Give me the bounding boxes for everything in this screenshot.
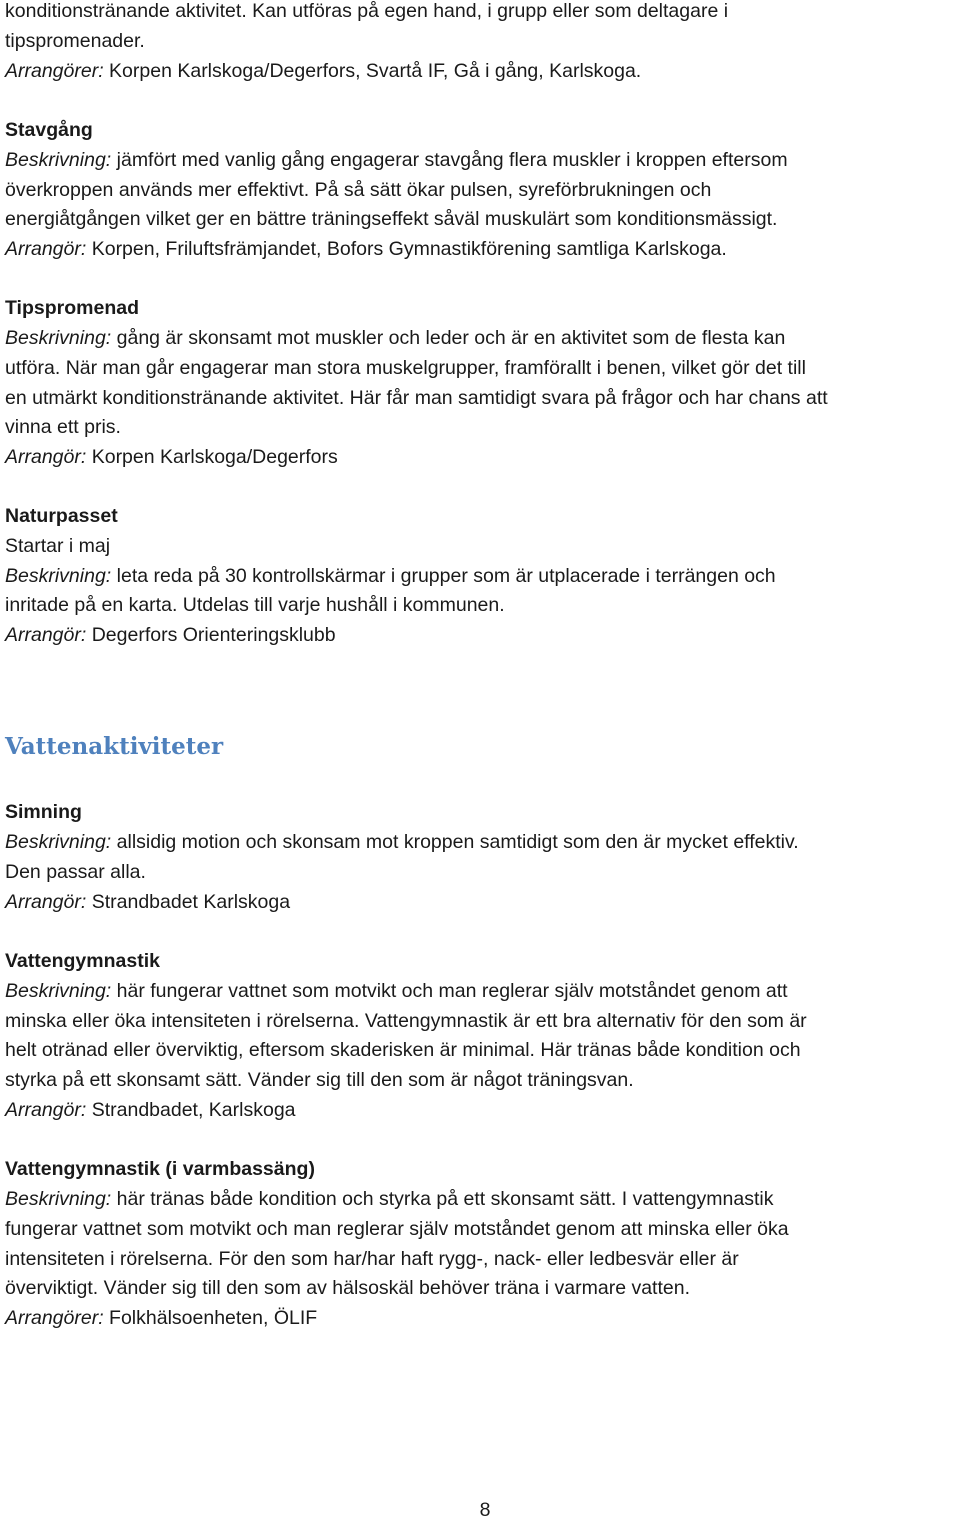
description-text: gång är skonsamt mot muskler och leder och är en aktivitet som de flesta kan bbox=[111, 327, 786, 349]
activity-title-vattengymnastik-varmbassang: Vattengymnastik (i varmbassäng) bbox=[5, 1158, 315, 1180]
vattengymnastik-description-line: minska eller öka intensiteten i rörelserna. Vattengymnastik är ett bra alternativ för den som är bbox=[5, 1010, 807, 1032]
organizer-label: Arrangör: bbox=[5, 1099, 87, 1121]
description-label: Beskrivning: bbox=[5, 565, 112, 587]
vattengymnastik-varm-organizer bbox=[5, 1303, 317, 1333]
activity-title-simning: Simning bbox=[5, 801, 82, 823]
description-label: Beskrivning: bbox=[5, 980, 112, 1002]
vattengymnastik-description-line: styrka på ett skonsamt sätt. Vänder sig till den som är något träningsvan. bbox=[5, 1069, 634, 1091]
description-text: här tränas både kondition och styrka på ett skonsamt sätt. I vattengymnastik bbox=[111, 1188, 774, 1210]
activity-title-naturpasset: Naturpasset bbox=[5, 505, 118, 527]
simning-organizer bbox=[5, 887, 290, 917]
section-heading-vattenaktiviteter: Vattenaktiviteter bbox=[5, 733, 224, 760]
naturpasset-description bbox=[5, 561, 776, 591]
simning-description-line: Den passar alla. bbox=[5, 861, 146, 883]
vattengymnastik-organizer bbox=[5, 1095, 296, 1125]
description-label: Beskrivning: bbox=[5, 831, 112, 853]
description-text: jämfört med vanlig gång engagerar stavgång flera muskler i kroppen eftersom bbox=[111, 149, 788, 171]
description-label: Beskrivning: bbox=[5, 1188, 112, 1210]
organizer-label: Arrangör: bbox=[5, 624, 87, 646]
description-label: Beskrivning: bbox=[5, 149, 112, 171]
activity-title-tipspromenad: Tipspromenad bbox=[5, 297, 139, 319]
vattengymnastik-description bbox=[5, 976, 788, 1006]
naturpasset-start: Startar i maj bbox=[5, 535, 111, 557]
vattengymnastik-varm-description-line: överviktigt. Vänder sig till den som av hälsoskäl behöver träna i varmare vatten. bbox=[5, 1277, 690, 1299]
vattengymnastik-description-line: helt otränad eller överviktig, eftersom skaderisken är minimal. Här tränas både kondition och bbox=[5, 1039, 801, 1061]
tipspromenad-description-line: en utmärkt konditionstränande aktivitet. Här får man samtidigt svara på frågor och har chans att bbox=[5, 387, 828, 409]
tipspromenad-description bbox=[5, 323, 785, 353]
organizer-text: Folkhälsoenheten, ÖLIF bbox=[103, 1307, 318, 1329]
tipspromenad-organizer bbox=[5, 442, 338, 472]
organizer-text: Strandbadet Karlskoga bbox=[86, 891, 291, 913]
naturpasset-description-line: inritade på en karta. Utdelas till varje hushåll i kommunen. bbox=[5, 594, 505, 616]
organizer-text: Korpen Karlskoga/Degerfors, Svartå IF, Gå i gång, Karlskoga. bbox=[103, 60, 642, 82]
naturpasset-organizer bbox=[5, 620, 336, 650]
vattengymnastik-varm-description-line: fungerar vattnet som motvikt och man reglerar själv motståndet genom att minska eller öka bbox=[5, 1218, 789, 1240]
vattengymnastik-varm-description-line: intensiteten i rörelserna. För den som har/har haft rygg-, nack- eller ledbesvär eller är bbox=[5, 1248, 739, 1270]
organizer-text: Degerfors Orienteringsklubb bbox=[86, 624, 336, 646]
organizer-label: Arrangör: bbox=[5, 238, 87, 260]
organizer-label: Arrangörer: bbox=[5, 60, 104, 82]
vattengymnastik-varm-description bbox=[5, 1184, 773, 1214]
description-text: allsidig motion och skonsam mot kroppen samtidigt som den är mycket effektiv. bbox=[111, 831, 799, 853]
page-number: 8 bbox=[479, 1499, 491, 1521]
stavgang-description-line: överkroppen används mer effektivt. På så sätt ökar pulsen, syreförbrukningen och bbox=[5, 179, 712, 201]
organizer-text: Korpen, Friluftsfrämjandet, Bofors Gymnastikförening samtliga Karlskoga. bbox=[86, 238, 727, 260]
activity-title-stavgang: Stavgång bbox=[5, 119, 93, 141]
simning-description bbox=[5, 827, 799, 857]
description-text: leta reda på 30 kontrollskärmar i grupper som är utplacerade i terrängen och bbox=[111, 565, 776, 587]
organizer-text: Korpen Karlskoga/Degerfors bbox=[86, 446, 338, 468]
stavgang-description-line: energiåtgången vilket ger en bättre träningseffekt såväl muskulärt som konditionsmässigt. bbox=[5, 208, 778, 230]
tipspromenad-description-line: utföra. När man går engagerar man stora muskelgrupper, framförallt i benen, vilket gör det till bbox=[5, 357, 806, 379]
stavgang-organizer bbox=[5, 234, 727, 264]
organizer-label: Arrangör: bbox=[5, 446, 87, 468]
intro-line: tipspromenader. bbox=[5, 30, 145, 52]
intro-line: konditionstränande aktivitet. Kan utföras på egen hand, i grupp eller som deltagare i bbox=[5, 0, 729, 22]
tipspromenad-description-line: vinna ett pris. bbox=[5, 416, 121, 438]
organizer-label: Arrangörer: bbox=[5, 1307, 104, 1329]
intro-organizer bbox=[5, 56, 641, 86]
description-text: här fungerar vattnet som motvikt och man reglerar själv motståndet genom att bbox=[111, 980, 788, 1002]
organizer-label: Arrangör: bbox=[5, 891, 87, 913]
activity-title-vattengymnastik: Vattengymnastik bbox=[5, 950, 160, 972]
organizer-text: Strandbadet, Karlskoga bbox=[86, 1099, 296, 1121]
description-label: Beskrivning: bbox=[5, 327, 112, 349]
stavgang-description bbox=[5, 145, 788, 175]
